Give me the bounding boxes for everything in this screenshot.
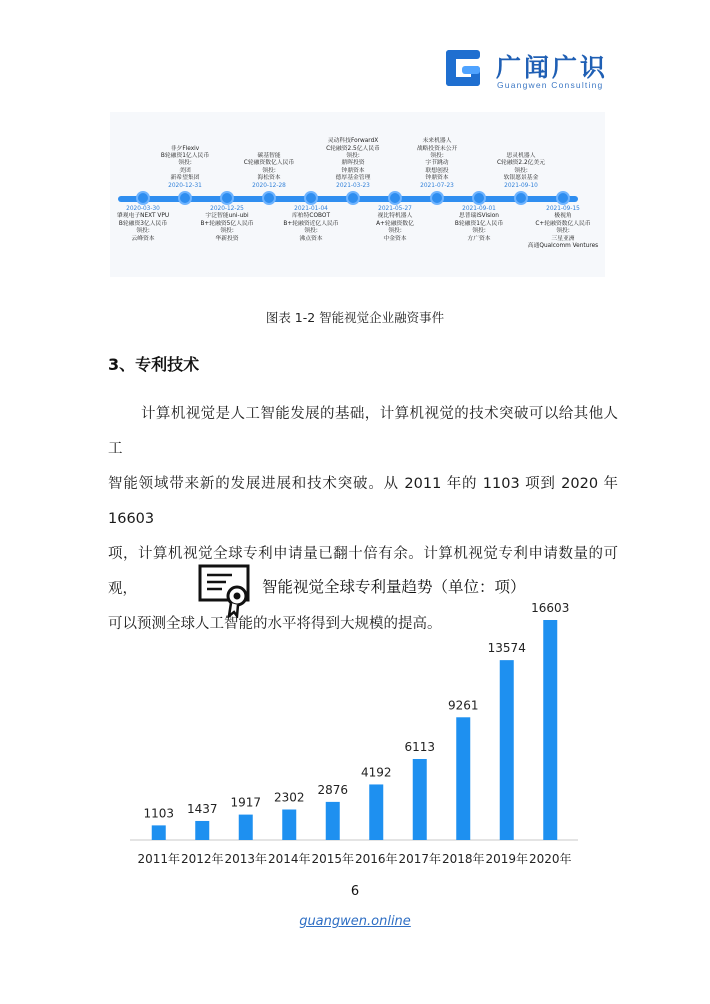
timeline-event-upper <box>389 138 485 190</box>
page-number: 6 <box>350 884 360 899</box>
logo-mark-icon <box>444 48 484 88</box>
x-tick-label: 2017年 <box>398 852 442 866</box>
timeline-dot <box>304 191 318 205</box>
timeline-event-lower <box>515 206 611 250</box>
data-label: 2876 <box>317 782 349 797</box>
event-date: 2020-12-25 <box>210 206 244 212</box>
data-label: 2302 <box>273 790 305 805</box>
event-investor: 海松资本 <box>257 175 281 182</box>
event-date: 2021-01-04 <box>294 206 328 212</box>
timeline-dot <box>262 191 276 205</box>
event-investor: 中金资本 <box>383 235 407 242</box>
x-tick-label: 2013年 <box>224 852 268 866</box>
timeline-dot <box>472 191 486 205</box>
event-round: C轮融资2.5亿人民币 <box>326 145 380 152</box>
bar <box>456 717 470 840</box>
timeline-event-lower <box>431 206 527 243</box>
timeline-dot <box>388 191 402 205</box>
x-tick-label: 2019年 <box>485 852 529 866</box>
timeline-event-lower <box>347 206 443 243</box>
event-investor: 美团 <box>179 167 191 174</box>
event-investor: 软银愿景基金 <box>503 175 539 182</box>
footer-link[interactable]: guangwen.online <box>299 914 411 929</box>
paragraph-line: 项，计算机视觉全球专利申请量已翻十倍有余。计算机视觉专利申请数量的可观， <box>108 546 618 597</box>
funding-timeline-figure <box>110 112 605 277</box>
event-company: 视比特机器人 <box>377 213 413 220</box>
event-round: B轮融资3亿人民币 <box>118 220 168 227</box>
event-company: 库柏特COBOT <box>292 213 330 220</box>
data-label: 4192 <box>360 765 392 780</box>
event-company: 非夕Flexiv <box>170 145 200 152</box>
event-date: 2021-05-27 <box>378 206 412 212</box>
event-round: B+轮融资5亿人民币 <box>200 220 254 227</box>
event-lead-label: 领投: <box>262 167 276 174</box>
timeline-event-upper <box>137 146 233 190</box>
event-round: A+轮融资数亿 <box>376 220 414 227</box>
event-investor: 沸点资本 <box>299 235 323 242</box>
event-round: C轮融资2.2亿美元 <box>496 160 546 167</box>
bar <box>326 802 340 840</box>
x-tick-label: 2014年 <box>267 852 311 866</box>
event-round: C轮融资数亿人民币 <box>243 160 295 167</box>
bar <box>543 620 557 840</box>
bar <box>500 660 514 840</box>
brand-name-en: Guangwen Consulting <box>497 80 604 90</box>
event-date: 2021-03-23 <box>336 182 370 189</box>
x-tick-label: 2020年 <box>528 852 572 866</box>
timeline-event-upper <box>473 153 569 190</box>
event-lead-label: 领投: <box>220 228 234 235</box>
event-investor: 联想创投 <box>425 167 449 174</box>
event-investor: 德厚基金管理 <box>335 175 371 182</box>
brand-logo <box>444 46 614 92</box>
x-tick-label: 2016年 <box>354 852 398 866</box>
event-date: 2021-09-01 <box>462 206 496 212</box>
event-date: 2021-07-23 <box>420 182 454 189</box>
event-date: 2021-09-15 <box>546 206 580 212</box>
data-label: 13574 <box>487 641 526 656</box>
data-label: 1917 <box>230 795 262 810</box>
event-lead-label: 领投: <box>556 228 570 235</box>
timeline-dot <box>556 191 570 205</box>
event-lead-label: 领投: <box>304 228 318 235</box>
event-lead-label: 领投: <box>430 152 444 159</box>
event-investor: 鼎晖投资 <box>341 160 365 167</box>
chart-title: 智能视觉全球专利量趋势（单位：项） <box>262 578 526 596</box>
event-investor: 云峰资本 <box>131 235 155 242</box>
x-tick-label: 2012年 <box>180 852 224 866</box>
event-investor: 新希望集团 <box>170 175 200 182</box>
event-investor: 钟鼎资本 <box>341 167 365 174</box>
event-company: 极视角 <box>554 213 572 220</box>
event-investor: 字节跳动 <box>425 160 449 167</box>
bar <box>369 784 383 840</box>
section-title: 3、专利技术 <box>108 355 200 374</box>
event-investor: 钟鼎资本 <box>425 175 449 182</box>
event-company: 未来机器人 <box>422 138 452 145</box>
event-investor: 华新投资 <box>215 235 239 242</box>
bar <box>413 759 427 840</box>
patent-bar-chart <box>130 600 590 872</box>
timeline-dot <box>346 191 360 205</box>
event-date: 2020-12-28 <box>252 182 286 189</box>
event-lead-label: 领投: <box>346 152 360 159</box>
bar <box>195 821 209 840</box>
event-lead-label: 领投: <box>514 167 528 174</box>
event-date: 2020-12-31 <box>168 182 202 189</box>
timeline-dot <box>220 191 234 205</box>
x-tick-label: 2018年 <box>441 852 485 866</box>
event-company: 灵动科技ForwardX <box>327 138 379 145</box>
bar <box>282 809 296 840</box>
timeline-event-upper <box>305 138 401 190</box>
paragraph-line: 智能领域带来新的发展进展和技术突破。从 2011 年的 1103 项到 2020 年 16603 <box>108 476 618 527</box>
timeline-dot <box>178 191 192 205</box>
timeline-dot <box>430 191 444 205</box>
bar <box>239 815 253 840</box>
bar <box>152 825 166 840</box>
data-label: 9261 <box>447 698 479 713</box>
data-label: 6113 <box>404 739 436 754</box>
timeline-dot <box>136 191 150 205</box>
event-round: 战略投资未公开 <box>416 145 458 152</box>
timeline-event-lower <box>179 206 275 243</box>
event-company: 思普瑞iSVision <box>459 213 499 220</box>
event-date: 2021-09-10 <box>504 182 538 189</box>
paragraph-line: 计算机视觉是人工智能发展的基础，计算机视觉的技术突破可以给其他人工 <box>108 406 618 457</box>
timeline-event-upper <box>221 153 317 190</box>
event-company: 思灵机器人 <box>506 152 536 159</box>
timeline-dot <box>514 191 528 205</box>
event-company: 碳基智能 <box>257 152 281 159</box>
data-label: 16603 <box>531 601 570 615</box>
event-lead-label: 领投: <box>178 160 192 167</box>
data-label: 1103 <box>143 806 175 821</box>
event-round: B+轮融资近亿人民币 <box>283 220 339 227</box>
brand-name-cn: 广闻广识 <box>496 53 609 82</box>
paragraph-line: 可以预测全球人工智能的水平将得到大规模的提高。 <box>108 616 442 632</box>
event-investor: 三星亚洲 <box>551 235 575 242</box>
event-round: B轮融资1亿人民币 <box>454 220 504 227</box>
event-lead-label: 领投: <box>472 228 486 235</box>
event-lead-label: 领投: <box>136 228 150 235</box>
timeline-event-lower <box>263 206 359 243</box>
event-investor: 方广资本 <box>467 235 491 242</box>
event-round: C+轮融资数亿人民币 <box>535 220 591 227</box>
event-round: B轮融资1亿人民币 <box>160 152 210 159</box>
event-company: 肇观电子NEXT VPU <box>116 213 170 220</box>
data-label: 1437 <box>186 801 218 816</box>
timeline-event-lower <box>95 206 191 243</box>
event-investor: 高通Qualcomm Ventures <box>527 243 599 250</box>
event-date: 2020-03-30 <box>126 206 160 212</box>
event-company: 宇泛智能uni-ubi <box>205 213 249 220</box>
event-lead-label: 领投: <box>388 228 402 235</box>
x-tick-label: 2011年 <box>137 852 181 866</box>
figure-caption: 图表 1-2 智能视觉企业融资事件 <box>265 310 445 325</box>
x-tick-label: 2015年 <box>311 852 355 866</box>
